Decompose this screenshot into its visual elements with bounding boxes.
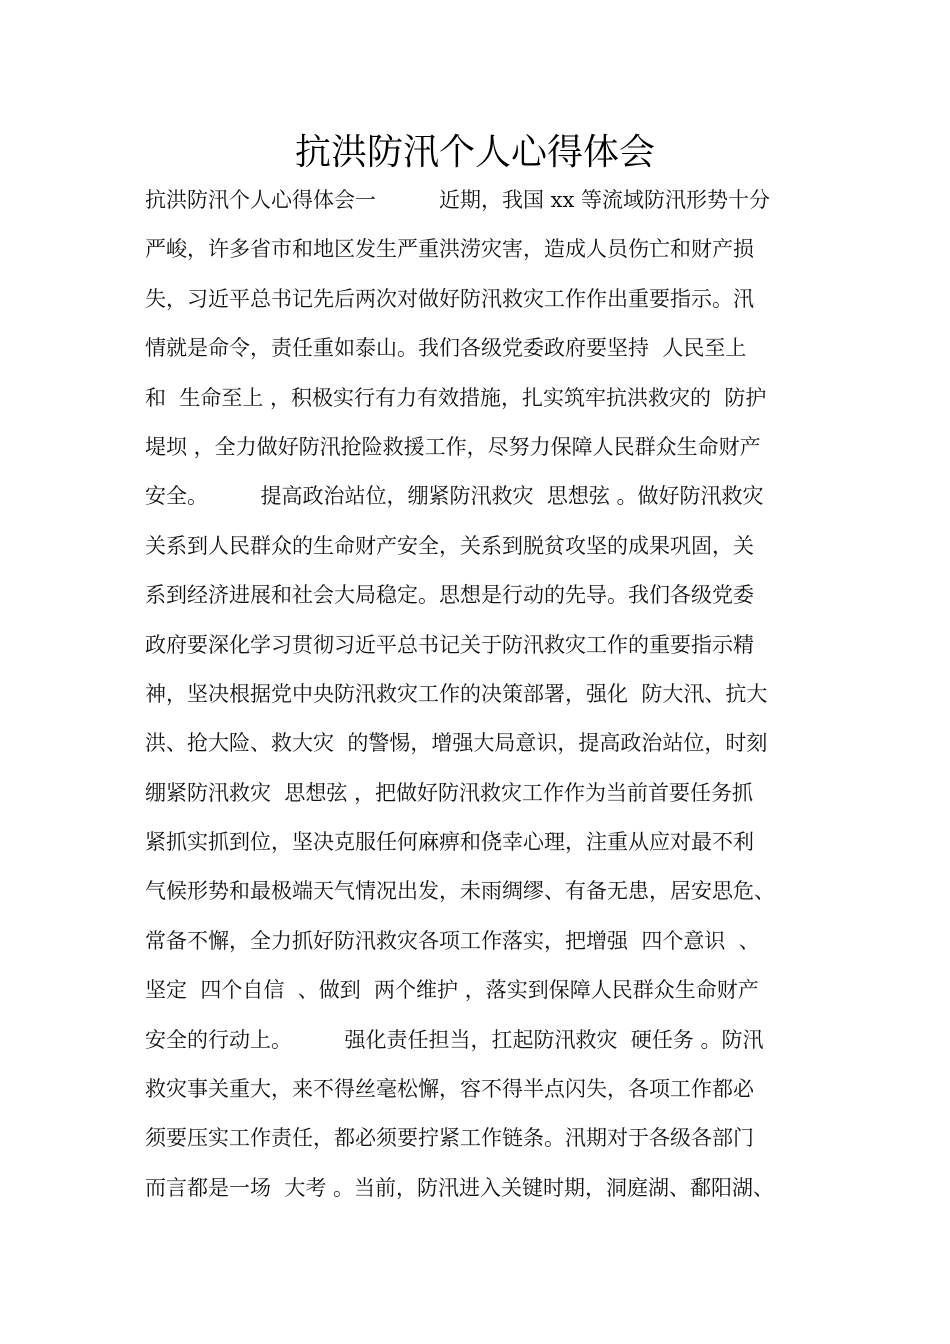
- document-title: 抗洪防汛个人心得体会: [294, 132, 655, 173]
- text-line: 须要压实工作责任，都必须要拧紧工作链条。汛期对于各级各部门: [145, 1126, 754, 1151]
- text-line: 系到经济进展和社会大局稳定。思想是行动的先导。我们各级党委: [145, 583, 754, 608]
- text-line: 救灾事关重大，来不得丝毫松懈，容不得半点闪失，各项工作都必: [145, 1077, 754, 1102]
- text-line: 安全。 提高政治站位，绷紧防汛救灾 思想弦 。做好防汛救灾: [145, 484, 764, 509]
- text-line: 严峻，许多省市和地区发生严重洪涝灾害，造成人员伤亡和财产损: [145, 237, 754, 262]
- document-body: [145, 176, 845, 1213]
- text-line: 神，坚决根据党中央防汛救灾工作的决策部署，强化 防大汛、抗大: [145, 681, 768, 706]
- text-line: 常备不懈，全力抓好防汛救灾各项工作落实，把增强 四个意识 、: [145, 928, 760, 953]
- text-line: 绷紧防汛救灾 思想弦 ，把做好防汛救灾工作作为当前首要任务抓: [145, 780, 754, 805]
- text-line: 抗洪防汛个人心得体会一 近期，我国 xx 等流域防汛形势十分: [145, 188, 771, 212]
- text-line: 洪、抢大险、救大灾 的警惕，增强大局意识，提高政治站位，时刻: [145, 731, 768, 756]
- text-line: 坚定 四个自信 、做到 两个维护 ，落实到保障人民群众生命财产: [145, 978, 759, 1003]
- text-line: 紧抓实抓到位，坚决克服任何麻痹和侥幸心理，注重从应对最不利: [145, 830, 754, 855]
- text-line: 政府要深化学习贯彻习近平总书记关于防汛救灾工作的重要指示精: [145, 632, 754, 657]
- text-line: 失，习近平总书记先后两次对做好防汛救灾工作作出重要指示。汛: [145, 286, 754, 311]
- text-line: 堤坝 ，全力做好防汛抢险救援工作，尽努力保障人民群众生命财产: [145, 434, 761, 459]
- text-line: 而言都是一场 大考 。当前，防汛进入关键时期，洞庭湖、鄱阳湖、: [145, 1175, 775, 1200]
- text-line: 安全的行动上。 强化责任担当，扛起防汛救灾 硬任务 。防汛: [145, 1027, 764, 1052]
- text-line: 和 生命至上 ，积极实行有力有效措施，扎实筑牢抗洪救灾的 防护: [145, 385, 767, 410]
- text-line: 情就是命令，责任重如泰山。我们各级党委政府要坚持 人民至上: [145, 336, 747, 361]
- text-line: 气候形势和最极端天气情况出发，未雨绸缪、有备无患，居安思危、: [145, 879, 775, 904]
- text-line: 关系到人民群众的生命财产安全，关系到脱贫攻坚的成果巩固，关: [145, 533, 754, 558]
